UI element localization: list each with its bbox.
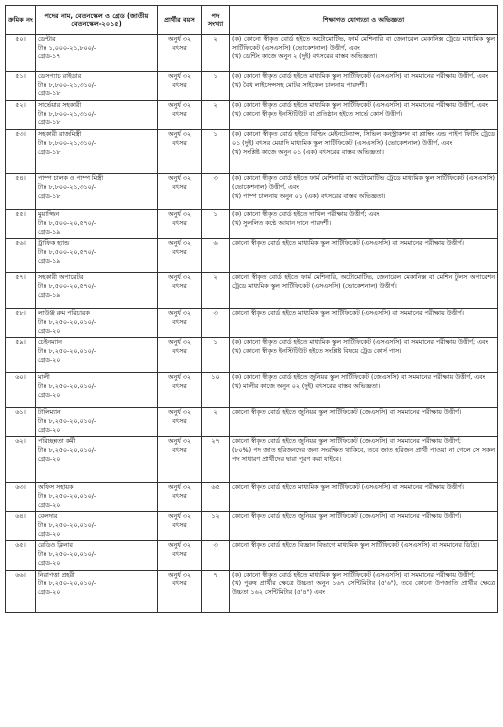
pay-scale: টাঃ ৮,২৫০-২০,০১০/- [38,318,97,326]
count-cell: ৭ [202,570,230,612]
count-cell: ২৭ [202,437,230,483]
post-title: টালিম্যান [38,409,61,417]
grade: গ্রেড-২০ [38,327,61,335]
qualification-line: (ক) কোনো স্বীকৃত বোর্ড হইতে মাধ্যমিক স্কুল সার্টিফিকেট (এসএসসি) বা সমমানের পরীক্ষায় উত্তীর্ণ; [232,571,476,579]
serial-cell: ৬৩। [6,483,36,512]
count-cell: ২ [202,35,230,72]
post-title: নিরাপত্তা প্রহরী [38,571,75,579]
table-row [6,130,498,174]
qualification-cell [230,273,498,309]
post-cell [36,309,158,338]
qualification-cell [230,101,498,130]
count-cell: ২ [202,408,230,437]
post-cell [36,210,158,239]
qualification-cell [230,437,498,483]
count-cell: ১ [202,72,230,101]
serial-cell: ৫০। [6,35,36,72]
table-row [6,570,498,612]
post-title: পরিচ্ছন্নতা কর্মী [38,438,76,446]
post-cell [36,541,158,570]
table-row [6,239,498,273]
post-title: লাউঞ্জ রুম পরিচারক [38,310,90,318]
table-row [6,483,498,512]
grade: গ্রেড-২০ [38,391,61,399]
header-age: প্রার্থীর বয়স [158,6,202,35]
grade: গ্রেড-২০ [38,426,61,434]
serial-cell: ৬০। [6,373,36,408]
serial-cell: ৫৭। [6,273,36,309]
qualification-cell [230,483,498,512]
header-serial: ক্রমিক নং [6,6,36,35]
count-cell: ২ [202,101,230,130]
pay-scale: টাঃ ৮,৫০০-২০,৫৭০/- [38,282,97,290]
post-title: সহকারী অপারেটর [38,274,84,282]
qualification-line: (ক) কোনো স্বীকৃত বোর্ড হইতে মাধ্যমিক স্কুল সার্টিফিকেট (এসএসসি) বা সমমানের পরীক্ষায় উত্তীর্ণ, এবং [232,102,488,110]
serial-cell: ৫৫। [6,210,36,239]
post-cell [36,570,158,612]
post-title: পাম্প চালক ও পাম্প মিস্ত্রী [38,175,104,183]
header-count: পদ সংখ্যা [202,6,230,35]
qualification-cell [230,373,498,408]
age-cell: অনুর্ধ ৩২ বৎসর [158,101,202,130]
qualification-cell [230,512,498,541]
serial-cell: ৫২। [6,101,36,130]
table-row [6,408,498,437]
age-cell: অনুর্ধ ৩২ বৎসর [158,408,202,437]
header-qualification: শিক্ষাগত যোগ্যতা ও অভিজ্ঞতা [230,6,498,35]
qualification-cell [230,130,498,174]
count-cell: ১২ [202,512,230,541]
grade: গ্রেড-২০ [38,530,61,538]
qualification-line: (ক) কোনো স্বীকৃত বোর্ড হইতে মাধ্যমিক স্কুল সার্টিফিকেট (এসএসসি) বা সমমানের পরীক্ষায় উত্তীর্ণ; এবং [232,339,489,347]
post-cell [36,35,158,72]
table-row [6,174,498,210]
header-post: পদের নাম, বেতনস্কেল ও গ্রেড (জাতীয় বেতনস্কেল-২০১৫) [36,6,158,35]
serial-cell: ৫৯। [6,338,36,373]
qualification-line: (ক) কোনো স্বীকৃত বোর্ড হইতে মাধ্যমিক স্কুল সার্টিফিকেট (এসএসসি) বা সমমানের পরীক্ষায় উত্তীর্ণ, এবং [232,73,488,80]
qualification-line: (ক) কোনো স্বীকৃত বোর্ড হইতে ফার্ম মেশিনারি বা অটোমোটিভ ট্রেডে মাধ্যমিক স্কুল সার্টিফিকেট (এসএসসি) (ভোকেশনাল) উত্তীর্ণ, এবং [232,175,495,191]
grade: গ্রেড-১৯ [38,257,61,265]
grade: গ্রেড-২০ [38,559,61,567]
qualification-line: কোনো স্বীকৃত বোর্ড হইতে জুনিয়র স্কুল সার্টিফিকেট (জেএসসি) বা সমমানের পরীক্ষায় উত্তীর্ণ। [232,513,462,521]
post-title: চেইনম্যান [38,339,62,347]
post-cell [36,437,158,483]
qualification-line: (খ) কোনো স্বীকৃত ইনস্টিটিউট হইতে সংশ্লিষ্ট বিষয়ে ট্রেড কোর্স পাস। [232,347,402,355]
age-cell: অনুর্ধ ৩২ বৎসর [158,437,202,483]
count-cell: ২ [202,273,230,309]
post-title: সার্ভেয়ার সহকারী [38,102,82,110]
count-cell: ৩ [202,174,230,210]
age-cell: অনুর্ধ ৩২ বৎসর [158,512,202,541]
grade: গ্রেড-১৮ [38,148,61,156]
age-cell: অনুর্ধ ৩২ বৎসর [158,309,202,338]
serial-cell: ৫৬। [6,239,36,273]
qualification-line: (খ) কোনো স্বীকৃত ইনস্টিটিউট বা প্রতিষ্ঠান হইতে সার্ভে কোর্স উত্তীর্ণ। [232,110,403,118]
age-cell: অনুর্ধ ৩২ বৎসর [158,483,202,512]
age-cell: অনুর্ধ ৩২ বৎসর [158,373,202,408]
table-header-row [6,6,498,35]
age-cell: অনুর্ধ ৩২ বৎসর [158,72,202,101]
pay-scale: টাঃ ৮,৮০০-২১,৩১০/- [38,183,97,191]
age-cell: অনুর্ধ ৩২ বৎসর [158,570,202,612]
qualification-line: (খ) সুললিত কণ্ঠে আযান দানে পারদর্শী। [232,219,332,227]
table-row [6,35,498,72]
serial-cell: ৫৮। [6,309,36,338]
pay-scale: টাঃ ৮,২৫০-২০,০১০/- [38,447,97,454]
grade: গ্রেড-১৯ [38,291,61,299]
qualification-line: কোনো স্বীকৃত বোর্ড হইতে মাধ্যমিক স্কুল সার্টিফিকেট (এসএসসি) বা সমমানের পরীক্ষায় উত্তীর্ণ। [232,310,464,318]
post-cell [36,239,158,273]
table-row [6,72,498,101]
post-title: ডেসপ্যাচ রাইডার [38,73,82,80]
serial-cell: ৫৪। [6,174,36,210]
count-cell: ১০ [202,373,230,408]
grade: গ্রেড-২০ [38,455,61,463]
qualification-cell [230,239,498,273]
qualification-cell [230,541,498,570]
qualification-line: (ক) কোনো স্বীকৃত বোর্ড হইতে বিল্ডিং মেইনটেন্যান্স, সিভিল কনস্ট্রাকশন বা প্লাম্বিং এন্ড পাইপ ফিটিং ট্রেডে ০১ (দুই) বৎসর মেয়াদি মাধ্যমিক স্কুল সার্টিফিকেট (এসএসসি) (ভোকেশনাল) উত্তীর্ণ, এবং [232,131,495,147]
pay-scale: টাঃ ৮,৫০০-২০,৫৭০/- [38,219,97,227]
post-title: ট্রাফিক হ্যান্ড [38,240,70,248]
age-cell: অনুর্ধ ৩২ বৎসর [158,273,202,309]
post-cell [36,72,158,101]
qualification-cell [230,338,498,373]
pay-scale: টাঃ ৮,২৫০-২০,০১০/- [38,382,97,390]
qualification-line: (ক) কোনো স্বীকৃত বোর্ড হইতে দাখিল পরীক্ষায় উত্তীর্ণ; এবং [232,211,380,219]
qualification-line: (খ) বৈধ লাইসেন্সসহ মোটর সাইকেল চালনায় পারদর্শী। [232,81,368,89]
post-title: মালী [38,374,50,382]
count-cell: ৩ [202,309,230,338]
grade: গ্রেড-১৮ [38,119,61,127]
qualification-line: কোনো স্বীকৃত বোর্ড হইতে বিজ্ঞান বিভাগে মাধ্যমিক স্কুল সার্টিফিকেট (এসএসসি) বা সমমানের ডিগ্রি। [232,542,480,550]
qualification-line: (ক) কোনো স্বীকৃত বোর্ড হইতে অটোমোটিভ, ফার্ম মেশিনারি বা জেনারেল মেকানিক্স ট্রেডে মাধ্যমিক স্কুল সার্টিফিকেট (এসএসসি) (ভোকেশনাল) উত্তীর্ণ, এবং [232,36,495,52]
table-row [6,273,498,309]
grade: গ্রেড-১৯ [38,228,61,236]
post-title: ডেন্টার [38,36,56,43]
pay-scale: টাঃ ৮,৫০০-২০,৫৭০/- [38,248,97,256]
post-title: সহকারী রাজমিস্ত্রী [38,131,82,139]
post-title: রেডিও ক্লিনার [38,542,73,550]
serial-cell: ৫১। [6,72,36,101]
qualification-cell [230,408,498,437]
age-cell: অনুর্ধ ৩২ বৎসর [158,239,202,273]
post-cell [36,101,158,130]
job-table [5,5,498,613]
qualification-cell [230,35,498,72]
post-cell [36,273,158,309]
serial-cell: ৬৬। [6,570,36,612]
post-cell [36,130,158,174]
qualification-cell [230,174,498,210]
qualification-cell [230,570,498,612]
post-cell [36,483,158,512]
count-cell: ৩ [202,541,230,570]
table-row [6,373,498,408]
pay-scale: টাঃ ৮,২৫০-২০,০১০/- [38,417,97,425]
serial-cell: ৬১। [6,408,36,437]
qualification-cell [230,72,498,101]
table-body [6,35,498,613]
qualification-line: (খ) সংশ্লিষ্ট কাজে অনুন ০১ (এক) বৎসরের বাস্তব অভিজ্ঞতা। [232,148,384,156]
age-cell: অনুর্ধ ৩২ বৎসর [158,35,202,72]
grade: গ্রেড-১৮ [38,192,61,200]
qualification-line: কোনো স্বীকৃত বোর্ড হইতে মাধ্যমিক স্কুল সার্টিফিকেট (এসএসসি) বা সমমানের পরীক্ষায় উত্তীর্ণ। [232,240,464,248]
qualification-line: (খ) পাম্প চালনায় অনুন ০১ (এক) বৎসরের বাস্তব অভিজ্ঞতা। [232,192,386,200]
qualification-line: (খ) পুরুষ প্রার্থীর ক্ষেত্রে উচ্চতা অনুন ১৬৭ সেন্টিমিটার (৫'৬"), তবে কোনো উপজাতি প্রার্থীর ক্ষেত্রে উচ্চতা ১৬২ সেন্টিমিটার (৫'৪") এবং [232,580,495,596]
table-row [6,512,498,541]
grade: গ্রেড-২০ [38,356,61,364]
age-cell: অনুর্ধ ৩২ বৎসর [158,210,202,239]
age-cell: অনুর্ধ ৩২ বৎসর [158,541,202,570]
serial-cell: ৬৪। [6,512,36,541]
count-cell: ৬ [202,239,230,273]
post-cell [36,174,158,210]
post-cell [36,338,158,373]
count-cell: ১ [202,130,230,174]
qualification-line: কোনো স্বীকৃত বোর্ড হইতে জুনিয়র স্কুল সার্টিফিকেট (জেএসসি) বা সমমানের পরীক্ষায় উত্তীর্ণ; [232,438,462,446]
pay-scale: টাঃ ৮,২৫০-২০,০১০/- [38,551,97,559]
age-cell: অনুর্ধ ৩২ বৎসর [158,338,202,373]
grade: গ্রেড-১৭ [38,53,61,61]
serial-cell: ৬৫। [6,541,36,570]
pay-scale: টাঃ ১,০০০-২১,৮০০/- [38,44,97,52]
serial-cell: ৫৩। [6,130,36,174]
age-cell: অনুর্ধ ৩২ বৎসর [158,130,202,174]
age-cell: অনুর্ধ ৩২ বৎসর [158,174,202,210]
pay-scale: টাঃ ৮,২৫০-২০,০১০/- [38,493,97,500]
pay-scale: টাঃ ৮,৮০০-২১,৩১০/- [38,139,97,147]
table-row [6,210,498,239]
qualification-line: কোনো স্বীকৃত বোর্ড হইতে ফার্ম মেশিনারি, অটোমোটিভ, জেনারেল মেকানিক্স বা মেশিন টুলস অপারেশন ট্রেডে মাধ্যমিক স্কুল সার্টিফিকেট (এসএসসি) (ভোকেশনাল) উত্তীর্ণ। [232,274,495,290]
post-title: অফিস সহায়ক [38,484,74,492]
qualification-line: কোনো স্বীকৃত বোর্ড হইতে জুনিয়র স্কুল সার্টিফিকেট (জেএসসি) বা সমমানের পরীক্ষায় উত্তীর্ণ। [232,409,462,417]
qualification-cell [230,210,498,239]
grade: গ্রেড-২০ [38,588,61,596]
post-cell [36,408,158,437]
table-row [6,338,498,373]
grade: গ্রেড-১৮ [38,90,61,98]
pay-scale: টাঃ ৮,২৫০-২০,০১০/- [38,522,97,530]
qualification-line: কোনো স্বীকৃত বোর্ড হইতে মাধ্যমিক স্কুল সার্টিফিকেট (এসএসসি) বা সমমানের পরীক্ষায় উত্তীর্ণ। [232,484,464,492]
table-row [6,541,498,570]
qualification-line: (৮০%) পদ জাত হরিজনদের জন্য সংরক্ষিত থাকিবে, তবে জাত হরিজন প্রার্থী পাওয়া না গেলে সে সকল পদ সাধারণ প্রার্থীদের দ্বারা পূরণ করা যাইবে। [232,447,495,463]
count-cell: ১ [202,338,230,373]
post-cell [36,512,158,541]
qualification-line: (ক) কোনো স্বীকৃত বোর্ড হইতে জুনিয়র স্কুল সার্টিফিকেট (জেএসসি) বা সমমানের পরীক্ষায় উত্তীর্ণ, এবং [232,374,486,382]
pay-scale: টাঃ ৮,৮০০-২১,৩১০/- [38,81,97,89]
post-title: বেলদার [38,513,58,521]
pay-scale: টাঃ ৮,৮০০-২১,৩১০/- [38,110,97,118]
table-row [6,437,498,483]
pay-scale: টাঃ ৮,২৫০-২০,০১০/- [38,347,97,355]
post-title: মুয়াজ্জিন [38,211,60,219]
grade: গ্রেড-২০ [38,501,61,509]
qualification-line: (খ) মালীর কাজে অনুন ০২ (দুই) বৎসরের বাস্তব অভিজ্ঞতা। [232,382,381,390]
table-row [6,309,498,338]
count-cell: ১ [202,210,230,239]
post-cell [36,373,158,408]
table-row [6,101,498,130]
qualification-cell [230,309,498,338]
count-cell: ৬৫ [202,483,230,512]
serial-cell: ৬২। [6,437,36,483]
qualification-line: (খ) ডেন্টিং কাজে অনুন ২ (দুই) বৎসরের বাস্তব অভিজ্ঞতা। [232,53,378,61]
pay-scale: টাঃ ৮,২৫০-২০,০১০/- [38,580,97,588]
